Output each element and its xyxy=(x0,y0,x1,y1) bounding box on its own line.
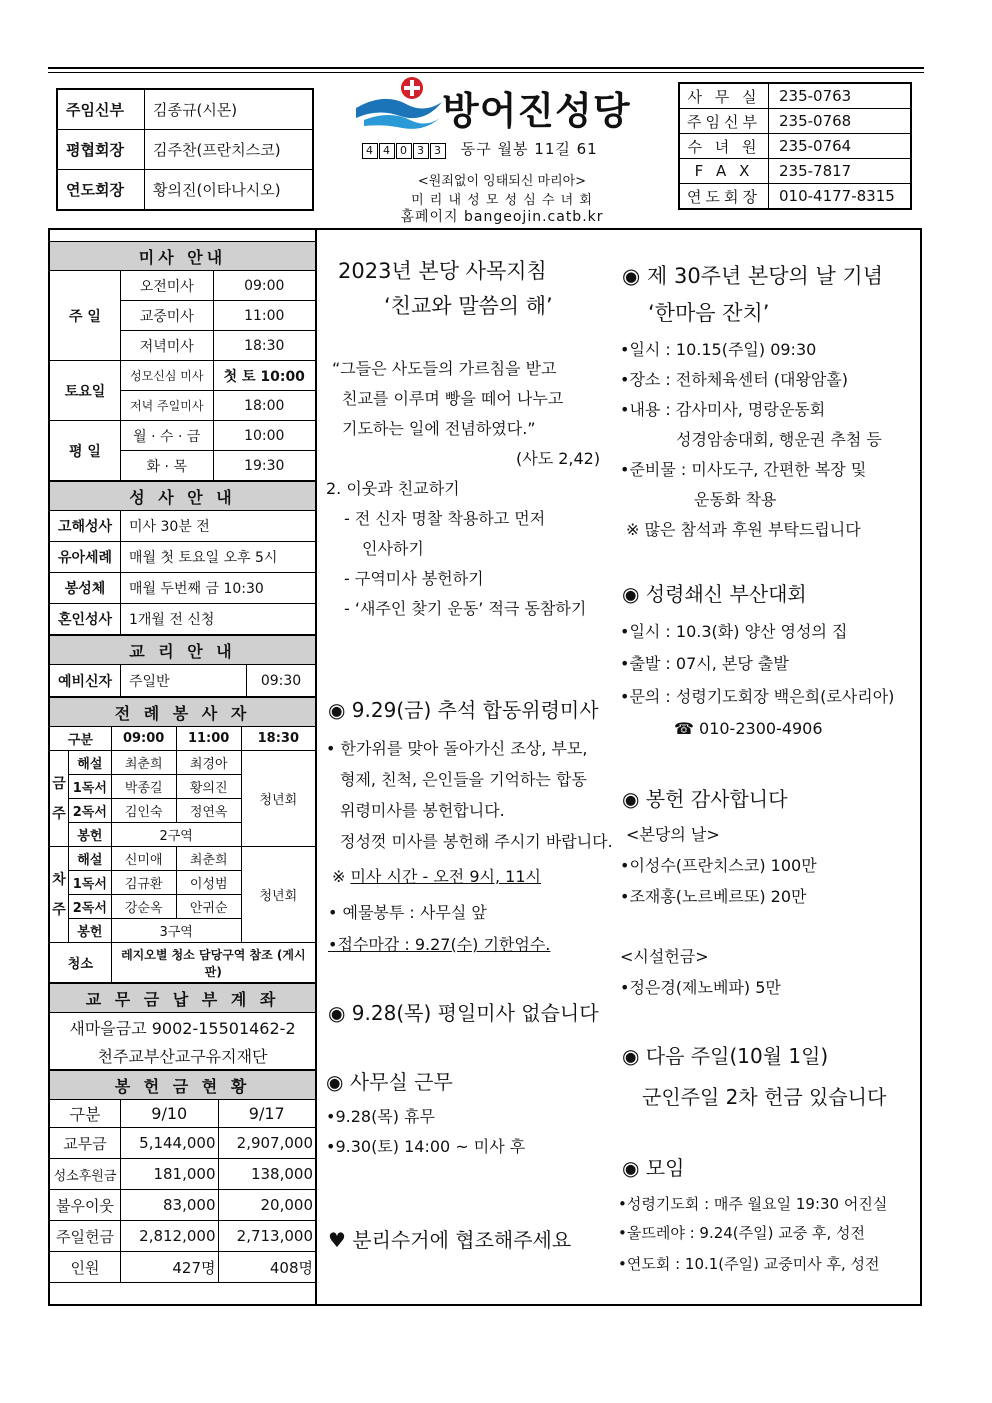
no-mass-notice: ◉ 9.28(목) 평일미사 없습니다 xyxy=(328,1001,599,1025)
anniversary-item: •준비물 : 미사도구, 간편한 복장 및 xyxy=(620,460,867,479)
doctrine-class: 주일반 xyxy=(121,665,247,697)
offering-value: 427명 xyxy=(121,1252,219,1283)
mass-time: 11:00 xyxy=(213,301,315,331)
offering-value: 408명 xyxy=(218,1252,316,1283)
offering-value: 20,000 xyxy=(218,1190,316,1221)
offering-value: 2,907,000 xyxy=(218,1128,316,1159)
sacrament-key: 혼인성사 xyxy=(50,604,121,635)
homepage: 홈페이지 bangeojin.catb.kr xyxy=(400,209,604,225)
offering-head: 구분 xyxy=(50,1100,121,1128)
recycle-notice: ♥ 분리수거에 협조해주세요 xyxy=(328,1228,572,1252)
offering-key: 교무금 xyxy=(50,1128,121,1159)
meeting-title: ◉ 모임 xyxy=(622,1156,685,1180)
server: 신미애 xyxy=(111,847,176,871)
offering-key: 인원 xyxy=(50,1252,121,1283)
chuseok-mass-time: ※ 미사 시간 - 오전 9시, 11시 xyxy=(332,867,541,886)
offering-value: 83,000 xyxy=(121,1190,219,1221)
thanks-subtitle: <본당의 날> xyxy=(626,825,720,844)
offering-zone: 2구역 xyxy=(111,823,241,847)
phone-key: 주임신부 xyxy=(679,109,769,134)
anniversary-title: ◉ 제 30주년 본당의 날 기념 xyxy=(622,264,883,288)
offering-zone: 3구역 xyxy=(111,919,241,943)
mass-time: 19:30 xyxy=(213,451,315,481)
phone-value: 235-0763 xyxy=(769,83,912,109)
offering-value: 2,812,000 xyxy=(121,1221,219,1252)
mass-time: 10:00 xyxy=(213,421,315,451)
dues-title: 교 무 금 납 부 계 좌 xyxy=(50,984,316,1013)
liturgy-head: 구분 xyxy=(50,727,112,751)
role: 해설 xyxy=(69,751,112,775)
guideline-item: - 구역미사 봉헌하기 xyxy=(344,569,484,588)
anniversary-item: 운동화 착용 xyxy=(694,490,777,509)
spirit-item: •문의 : 성령기도회장 백은희(로사리아) xyxy=(620,687,895,706)
chuseok-text: • 예물봉투 : 사무실 앞 xyxy=(328,903,487,922)
facility-subtitle: <시설헌금> xyxy=(620,947,709,966)
next-sunday-notice: 군인주일 2차 헌금 있습니다 xyxy=(642,1085,887,1109)
cleaning-text: 레지오별 청소 담당구역 참조 (게시판) xyxy=(111,943,315,983)
office-item: •9.28(목) 휴무 xyxy=(326,1107,436,1126)
phone-key: 수 녀 원 xyxy=(679,134,769,159)
meeting-item: •성령기도회 : 매주 월요일 19:30 어진실 xyxy=(618,1195,888,1213)
role: 봉헌 xyxy=(69,823,112,847)
phone-value: 235-0768 xyxy=(769,109,912,134)
dues-account: 새마을금고 9002-15501462-2 xyxy=(50,1013,316,1042)
staff-key: 평협회장 xyxy=(57,130,145,170)
offering-key: 성소후원금 xyxy=(50,1159,121,1190)
thanks-item: •이성수(프란치스코) 100만 xyxy=(620,856,817,875)
anniversary-item: •장소 : 전하체육센터 (대왕암홀) xyxy=(620,370,849,389)
sunday-label: 주 일 xyxy=(50,271,121,361)
pastoral-title: 2023년 본당 사목지침 xyxy=(338,259,547,283)
church-name: 방어진성당 xyxy=(442,89,631,133)
liturgy-title: 전 례 봉 사 자 xyxy=(50,698,316,727)
left-column xyxy=(49,241,316,1283)
server: 최춘희 xyxy=(111,751,176,775)
sacrament-value: 매월 두번째 금 10:30 xyxy=(121,573,316,604)
phone-value: 010-4177-8315 xyxy=(769,184,912,210)
phone-key: 연도회장 xyxy=(679,184,769,210)
quote-reference: (사도 2,42) xyxy=(516,449,601,468)
staff-value: 김종규(시몬) xyxy=(145,89,314,130)
guideline-item: - 전 신자 명찰 착용하고 먼저 xyxy=(344,509,546,528)
mass-name: 성모신심 미사 xyxy=(121,361,214,391)
staff-key: 주임신부 xyxy=(57,89,145,130)
motto: <원죄없이 잉태되신 마리아> xyxy=(417,174,587,189)
server: 강순옥 xyxy=(111,895,176,919)
weekday-label: 평 일 xyxy=(50,421,121,481)
role: 1독서 xyxy=(69,775,112,799)
spirit-item: •출발 : 07시, 본당 출발 xyxy=(620,654,789,673)
mass-title: 미사 안내 xyxy=(50,242,316,271)
doctrine-title: 교 리 안 내 xyxy=(50,636,316,665)
guideline-heading: 2. 이웃과 친교하기 xyxy=(326,479,460,498)
youth-group: 청년회 xyxy=(241,847,315,943)
server: 박종길 xyxy=(111,775,176,799)
liturgy-head: 11:00 xyxy=(176,727,241,751)
chuseok-title: ◉ 9.29(금) 추석 합동위령미사 xyxy=(328,698,599,722)
quote-line: 친교를 이루며 빵을 떼어 나누고 xyxy=(342,389,564,408)
anniversary-item: •일시 : 10.15(주일) 09:30 xyxy=(620,340,817,359)
mass-time: 18:30 xyxy=(213,331,315,361)
role: 2독서 xyxy=(69,895,112,919)
facility-item: •정은경(제노베파) 5만 xyxy=(620,978,781,997)
server: 정연옥 xyxy=(176,799,241,823)
next-week-label: 차 주 xyxy=(50,847,69,943)
this-week-label: 금 주 xyxy=(50,751,69,847)
mass-name: 오전미사 xyxy=(121,271,214,301)
mass-name: 교중미사 xyxy=(121,301,214,331)
doctrine-table xyxy=(49,635,316,697)
mass-name: 화 · 목 xyxy=(121,451,214,481)
spirit-phone: ☎ 010-2300-4906 xyxy=(674,719,823,738)
spirit-title: ◉ 성령쇄신 부산대회 xyxy=(622,582,807,606)
convent-name: 미 리 내 성 모 성 심 수 녀 회 xyxy=(411,193,593,208)
youth-group: 청년회 xyxy=(241,751,315,847)
anniversary-item: •내용 : 감사미사, 명랑운동회 xyxy=(620,400,826,419)
staff-key: 연도회장 xyxy=(57,170,145,211)
thanks-item: •조재홍(노르베르또) 20만 xyxy=(620,887,807,906)
server: 김규환 xyxy=(111,871,176,895)
server: 황의진 xyxy=(176,775,241,799)
mass-time: 18:00 xyxy=(213,391,315,421)
server: 이성범 xyxy=(176,871,241,895)
thanks-title: ◉ 봉헌 감사합니다 xyxy=(622,787,788,811)
dues-foundation: 천주교부산교구유지재단 xyxy=(50,1041,316,1070)
office-item: •9.30(토) 14:00 ~ 미사 후 xyxy=(326,1137,526,1156)
top-rule xyxy=(48,67,924,73)
anniversary-subtitle: ‘한마음 잔치’ xyxy=(648,301,770,325)
doctrine-time: 09:30 xyxy=(247,665,316,697)
zip-code: 4 4 0 3 3 xyxy=(362,140,447,158)
sacrament-key: 봉성체 xyxy=(50,573,121,604)
offering-key: 불우이웃 xyxy=(50,1190,121,1221)
sacrament-value: 미사 30분 전 xyxy=(121,511,316,542)
staff-value: 황의진(이타나시오) xyxy=(145,170,314,211)
doctrine-key: 예비신자 xyxy=(50,665,121,697)
liturgy-head: 09:00 xyxy=(111,727,176,751)
office-title: ◉ 사무실 근무 xyxy=(326,1070,453,1094)
offering-table xyxy=(49,1070,316,1283)
offering-key: 주일헌금 xyxy=(50,1221,121,1252)
liturgy-head: 18:30 xyxy=(241,727,315,751)
sacrament-table xyxy=(49,481,316,635)
anniversary-note: ※ 많은 참석과 후원 부탁드립니다 xyxy=(626,520,861,539)
role: 1독서 xyxy=(69,871,112,895)
offering-value: 2,713,000 xyxy=(218,1221,316,1252)
guideline-item: 인사하기 xyxy=(362,539,424,558)
phone-key: 사 무 실 xyxy=(679,83,769,109)
sacrament-title: 성 사 안 내 xyxy=(50,482,316,511)
dues-table xyxy=(49,983,316,1070)
offering-head: 9/10 xyxy=(121,1100,219,1128)
server: 안귀순 xyxy=(176,895,241,919)
offering-value: 181,000 xyxy=(121,1159,219,1190)
anniversary-item: 성경암송대회, 행운권 추첨 등 xyxy=(676,430,882,449)
chuseok-text: 위령미사를 봉헌합니다. xyxy=(340,801,505,820)
address-line xyxy=(362,138,598,159)
sacrament-value: 1개월 전 신청 xyxy=(121,604,316,635)
header-phone-table xyxy=(678,82,912,210)
sacrament-value: 매월 첫 토요일 오후 5시 xyxy=(121,542,316,573)
phone-value: 235-7817 xyxy=(769,159,912,184)
meeting-item: •연도회 : 10.1(주일) 교중미사 후, 성전 xyxy=(618,1255,880,1273)
chuseok-text: 정성껏 미사를 봉헌해 주시기 바랍니다. xyxy=(340,832,613,851)
offering-head: 9/17 xyxy=(218,1100,316,1128)
quote-line: 기도하는 일에 전념하였다.” xyxy=(342,419,536,438)
address-text: 동구 월봉 11길 61 xyxy=(460,140,598,158)
sacrament-key: 유아세례 xyxy=(50,542,121,573)
phone-value: 235-0764 xyxy=(769,134,912,159)
offering-value: 138,000 xyxy=(218,1159,316,1190)
role: 2독서 xyxy=(69,799,112,823)
offering-title: 봉 헌 금 현 황 xyxy=(50,1071,316,1100)
mass-table xyxy=(49,241,316,481)
cleaning-label: 청소 xyxy=(50,943,112,983)
mass-time: 첫 토 10:00 xyxy=(213,361,315,391)
mass-name: 저녁미사 xyxy=(121,331,214,361)
liturgy-table xyxy=(49,697,316,983)
sacrament-key: 고해성사 xyxy=(50,511,121,542)
phone-key: F A X xyxy=(679,159,769,184)
guideline-item: - ‘새주인 찾기 운동’ 적극 동참하기 xyxy=(344,599,587,618)
server: 김인숙 xyxy=(111,799,176,823)
quote-line: “그들은 사도들의 가르침을 받고 xyxy=(332,359,557,378)
mass-name: 월 · 수 · 금 xyxy=(121,421,214,451)
chuseok-deadline: •접수마감 : 9.27(수) 기한엄수. xyxy=(328,935,551,954)
role: 해설 xyxy=(69,847,112,871)
saturday-label: 토요일 xyxy=(50,361,121,421)
next-sunday-title: ◉ 다음 주일(10월 1일) xyxy=(622,1044,829,1068)
role: 봉헌 xyxy=(69,919,112,943)
server: 최경아 xyxy=(176,751,241,775)
chuseok-text: • 한가위를 맞아 돌아가신 조상, 부모, xyxy=(326,739,588,758)
meeting-item: •울뜨레야 : 9.24(주일) 교중 후, 성전 xyxy=(618,1224,866,1242)
chuseok-text: 형제, 친척, 은인들을 기억하는 합동 xyxy=(340,770,587,789)
pastoral-subtitle: ‘친교와 말씀의 해’ xyxy=(384,294,553,318)
server: 최춘희 xyxy=(176,847,241,871)
mass-time: 09:00 xyxy=(213,271,315,301)
staff-value: 김주찬(프란치스코) xyxy=(145,130,314,170)
spirit-item: •일시 : 10.3(화) 양산 영성의 집 xyxy=(620,622,848,641)
offering-value: 5,144,000 xyxy=(121,1128,219,1159)
mass-name: 저녁 주일미사 xyxy=(121,391,214,421)
header-staff-table xyxy=(56,88,314,211)
church-logo-icon xyxy=(354,74,444,130)
